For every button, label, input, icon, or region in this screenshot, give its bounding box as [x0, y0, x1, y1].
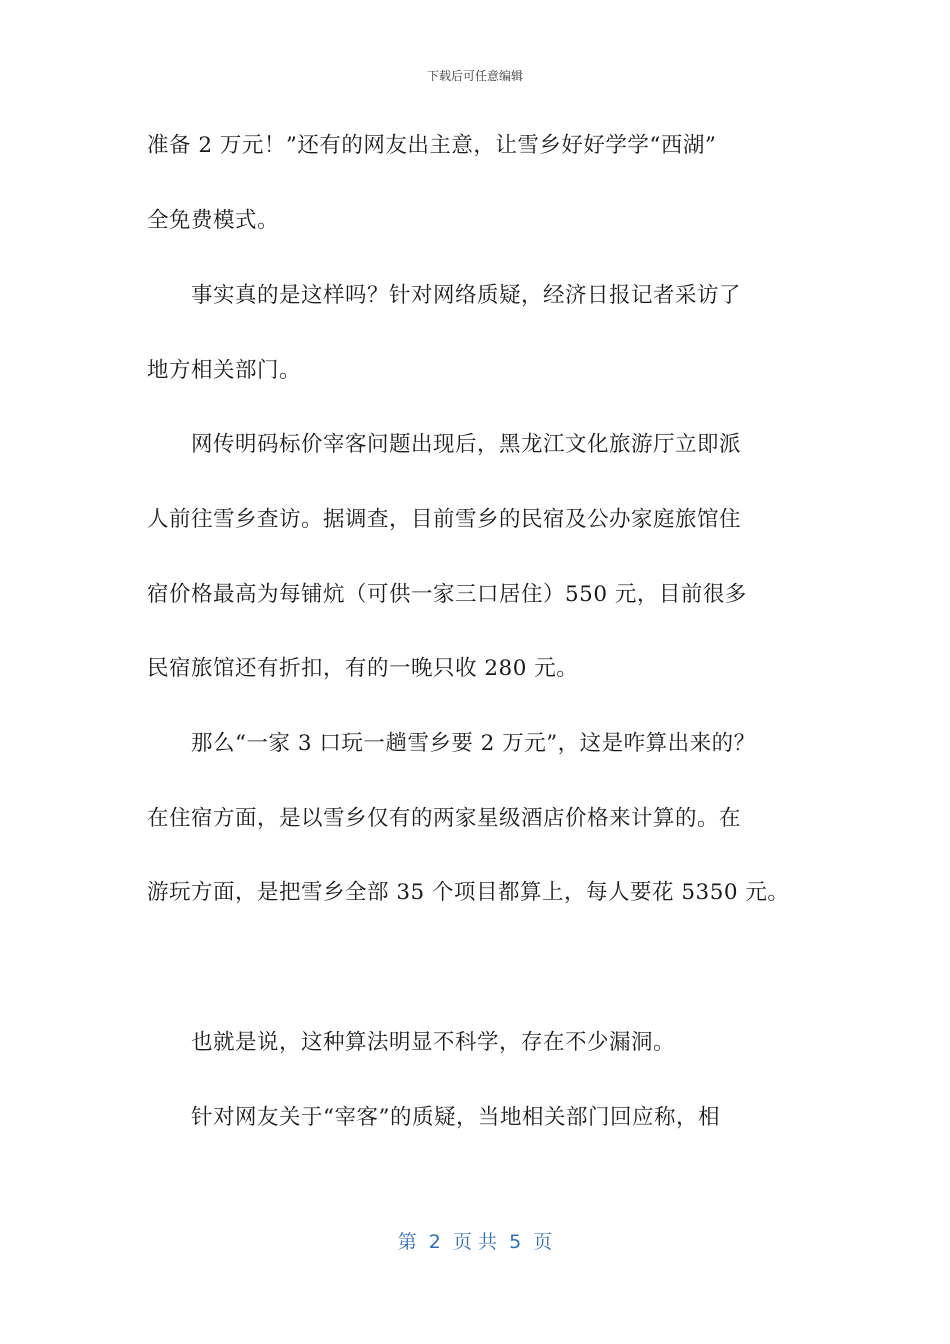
page-header: 下载后可任意编辑 — [426, 69, 523, 83]
text-line: 全免费模式。 — [147, 208, 280, 233]
text-line: 在住宿方面，是以雪乡仅有的两家星级酒店价格来计算的。在 — [147, 806, 742, 831]
text-line: 游玩方面，是把雪乡全部 35 个项目都算上，每人要花 5350 元。 — [147, 880, 790, 905]
text-line: 也就是说，这种算法明显不科学，存在不少漏洞。 — [147, 1030, 676, 1055]
text-line: 地方相关部门。 — [147, 358, 302, 383]
text-line: 针对网友关于“宰客”的质疑，当地相关部门回应称，相 — [147, 1105, 720, 1130]
text-line: 网传明码标价宰客问题出现后，黑龙江文化旅游厅立即派 — [147, 432, 742, 457]
text-line: 事实真的是这样吗？针对网络质疑，经济日报记者采访了 — [147, 283, 742, 308]
text-line: 准备 2 万元！”还有的网友出主意，让雪乡好好学学“西湖” — [147, 133, 717, 158]
text-line: 民宿旅馆还有折扣，有的一晚只收 280 元。 — [147, 656, 579, 681]
page-footer: 第 2 页 共 5 页 — [397, 1231, 553, 1253]
text-line: 宿价格最高为每铺炕（可供一家三口居住）550 元，目前很多 — [147, 582, 747, 607]
text-line: 那么“一家 3 口玩一趟雪乡要 2 万元”，这是咋算出来的？ — [147, 731, 756, 756]
text-line: 人前往雪乡查访。据调查，目前雪乡的民宿及公办家庭旅馆住 — [147, 507, 742, 532]
